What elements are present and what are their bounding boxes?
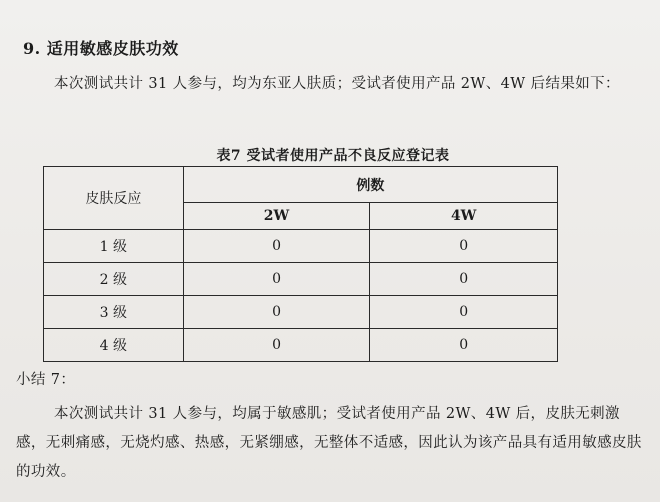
summary-paragraph	[16, 400, 648, 487]
cell-value: 0	[183, 230, 370, 263]
table-row	[44, 329, 558, 362]
row-label: 2 级	[44, 263, 184, 296]
cell-value: 0	[183, 296, 370, 329]
table-caption: 表7 受试者使用产品不良反应登记表	[216, 148, 450, 164]
row-header-cell: 皮肤反应	[44, 167, 184, 230]
row-label: 4 级	[44, 329, 184, 362]
cell-value: 0	[183, 329, 370, 362]
cell-value: 0	[370, 329, 558, 362]
row-label: 1 级	[44, 230, 184, 263]
summary-text: 本次测试共计 31 人参与，均属于敏感肌；受试者使用产品 2W、4W 后，皮肤无刺激感，无刺痛感，无烧灼感、热感，无紧绷感，无整体不适感，因此认为该产品具有适用敏感皮肤的功效。	[16, 406, 642, 480]
table-row	[44, 296, 558, 329]
column-header-4w: 4W	[370, 203, 558, 230]
table-row	[44, 263, 558, 296]
summary-title: 小结 7：	[16, 372, 76, 388]
column-header-2w: 2W	[183, 203, 370, 230]
intro-paragraph	[16, 70, 648, 99]
cell-value: 0	[370, 230, 558, 263]
adverse-reaction-table	[43, 166, 558, 362]
row-label: 3 级	[44, 296, 184, 329]
cell-value: 0	[370, 296, 558, 329]
cell-value: 0	[183, 263, 370, 296]
table-header-row	[44, 167, 558, 203]
intro-text: 本次测试共计 31 人参与，均为东亚人肤质；受试者使用产品 2W、4W 后结果如下：	[54, 76, 620, 92]
table-row	[44, 230, 558, 263]
group-header-cell: 例数	[183, 167, 557, 203]
section-title: 9. 适用敏感皮肤功效	[23, 39, 179, 58]
cell-value: 0	[370, 263, 558, 296]
